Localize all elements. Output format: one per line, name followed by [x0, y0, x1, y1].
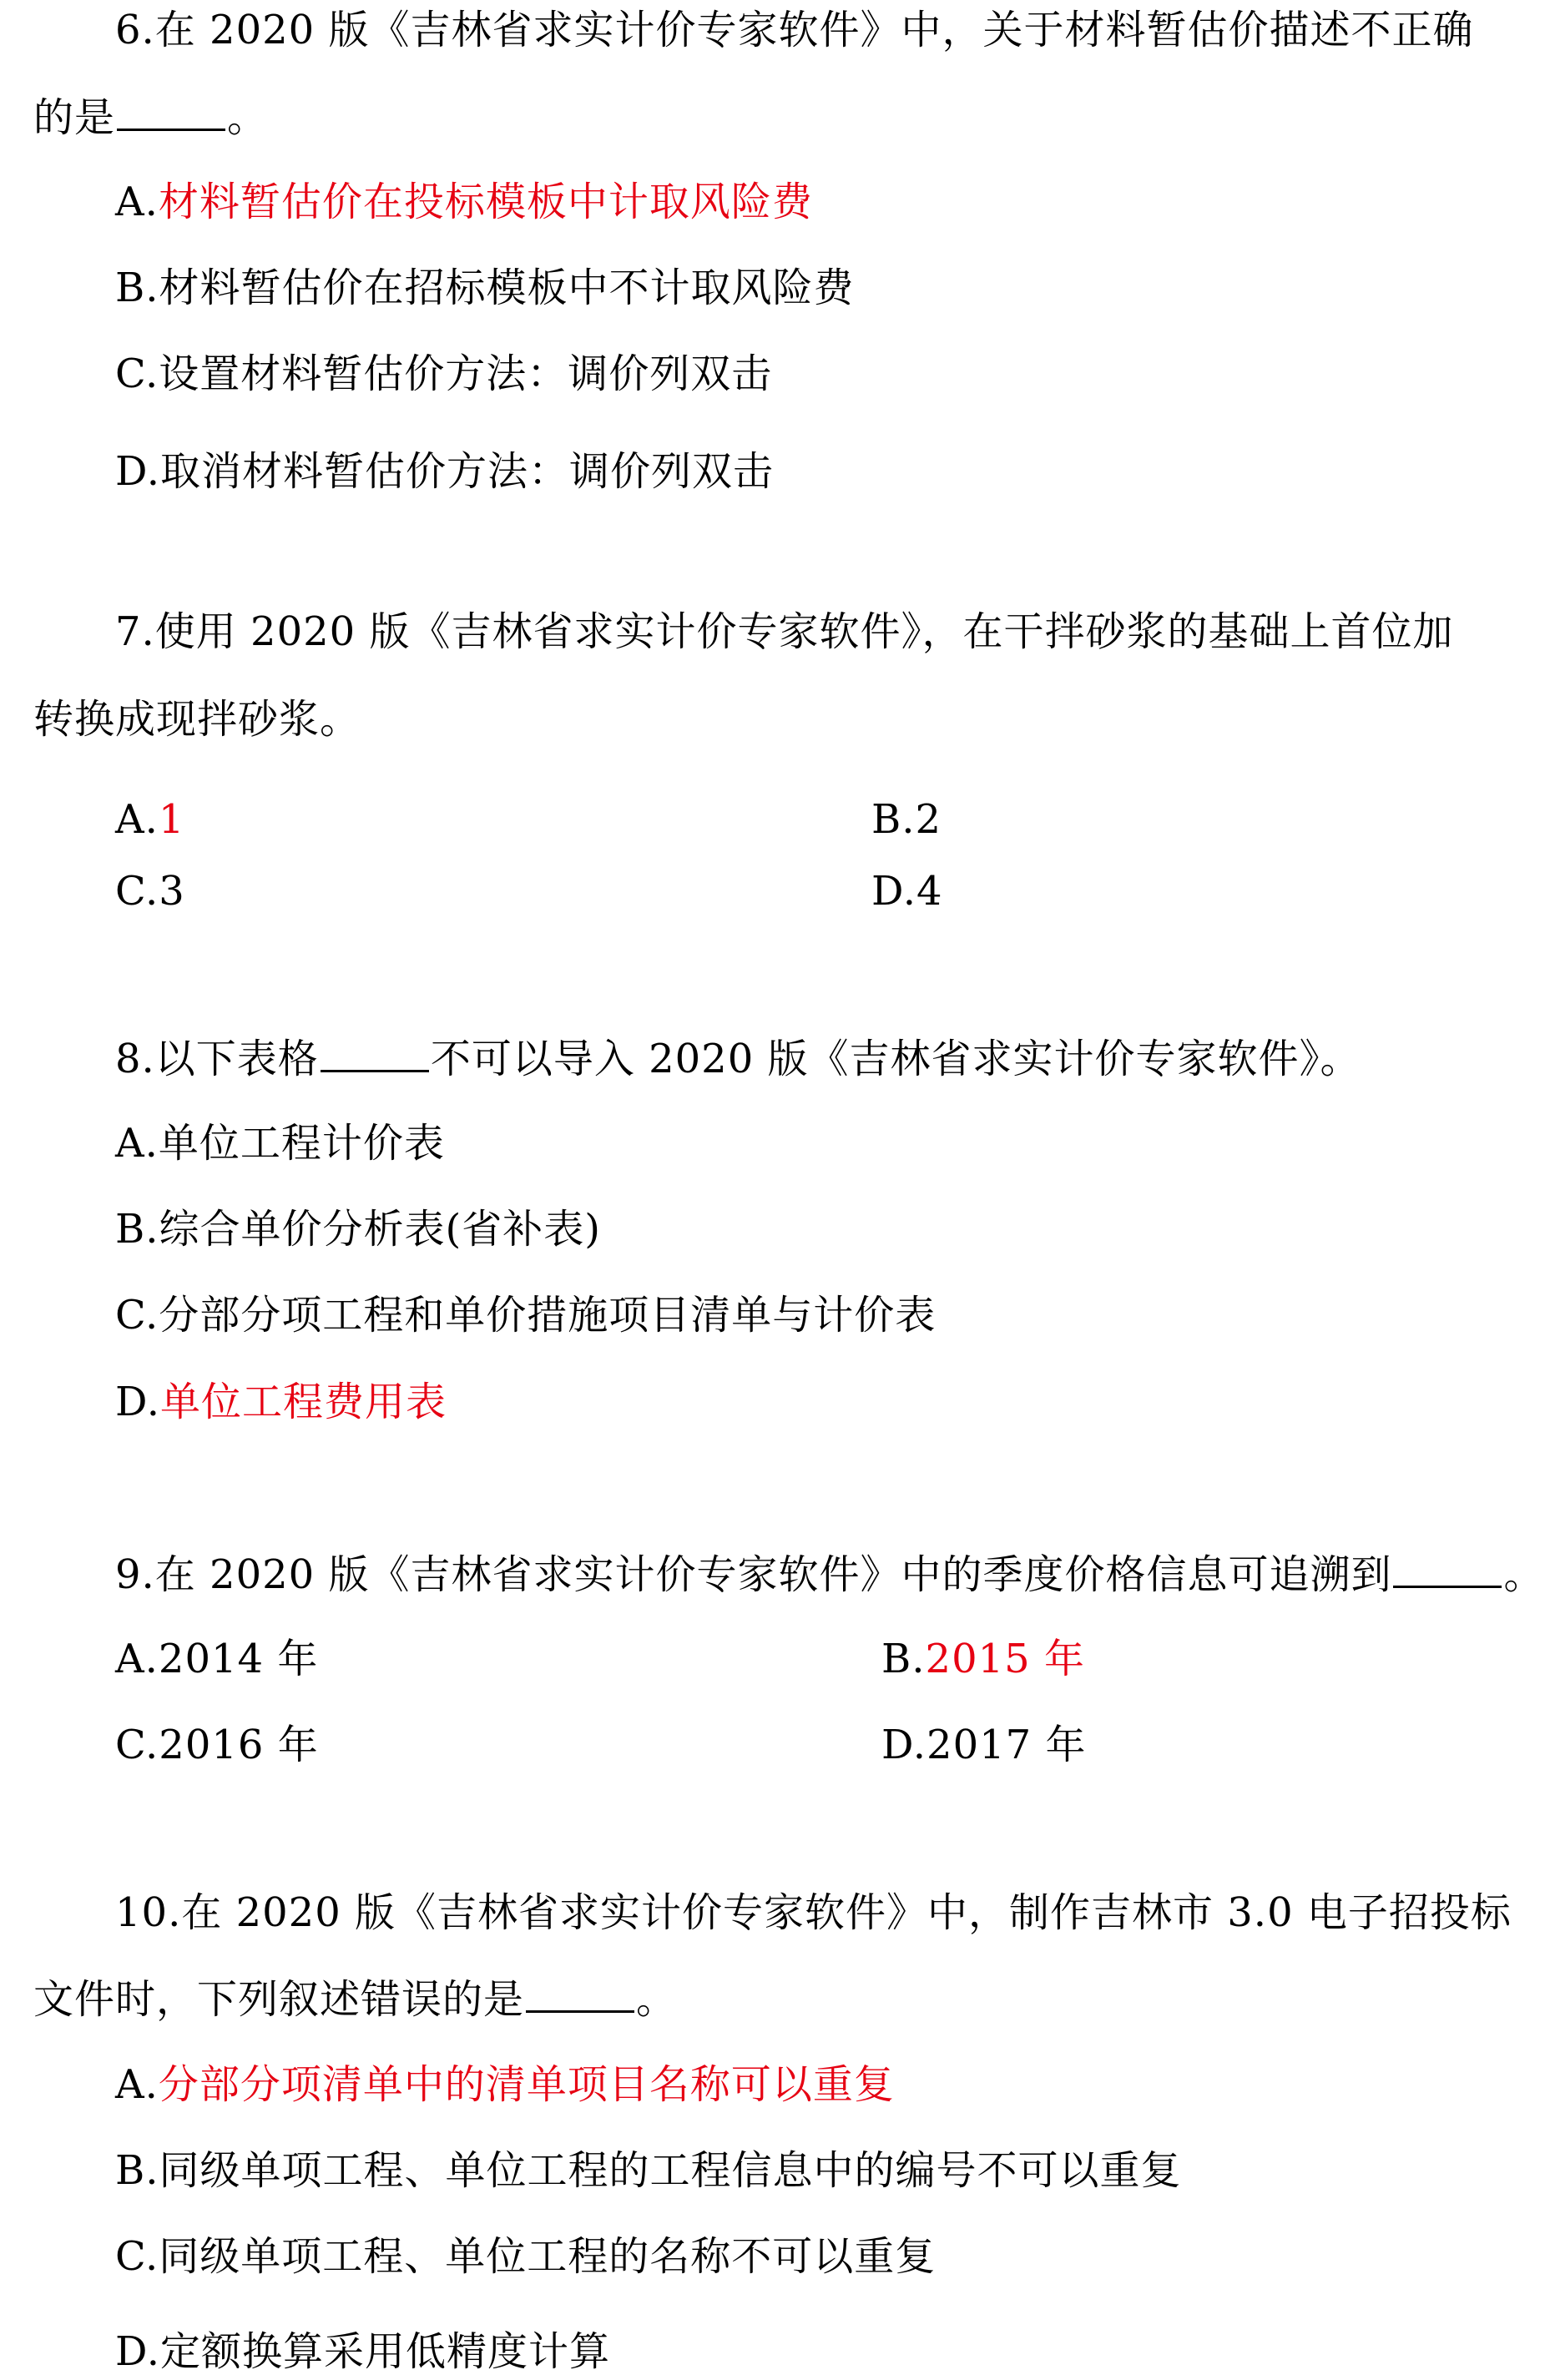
question-8-option-b [115, 1204, 601, 1254]
option-text: 分部分项工程和单价措施项目清单与计价表 [159, 1292, 937, 1339]
option-text: 综合单价分析表(省补表) [159, 1206, 601, 1253]
option-text: 2014 年 [158, 1636, 319, 1682]
question-6-line-2-suffix: 。 [227, 94, 269, 141]
question-10-option-a [115, 2060, 895, 2110]
option-text: 同级单项工程、单位工程的工程信息中的编号不可以重复 [159, 2147, 1182, 2194]
option-letter: A. [115, 179, 159, 225]
question-6-line-2 [33, 92, 268, 143]
answer-blank [321, 1033, 429, 1072]
option-text: 单位工程计价表 [158, 1120, 445, 1167]
question-7-option-b [871, 794, 942, 845]
question-6-option-d [115, 446, 774, 497]
option-letter: B. [881, 1636, 926, 1682]
question-10-option-b [115, 2146, 1182, 2196]
question-6-line-2-text: 的是 [33, 94, 116, 141]
question-6-option-b [115, 263, 855, 313]
question-10-line-2 [33, 1974, 677, 2025]
option-text: 定额换算采用低精度计算 [160, 2328, 611, 2375]
option-letter: A. [115, 1636, 159, 1682]
question-9-option-b [881, 1634, 1085, 1684]
option-letter: A. [115, 2061, 159, 2108]
question-8-option-d [115, 1377, 447, 1427]
option-text: 2 [915, 796, 942, 843]
answer-blank [1393, 1549, 1502, 1588]
option-text: 材料暂估价在招标模板中不计取风险费 [159, 265, 855, 311]
option-letter: D. [881, 1722, 927, 1768]
question-7-option-d [871, 866, 943, 916]
option-letter: B. [115, 2147, 159, 2194]
question-6-option-a [115, 177, 813, 227]
answer-blank [117, 92, 225, 131]
question-8-prefix: 8.以下表格 [115, 1036, 319, 1082]
question-10-line-1: 10.在 2020 版《吉林省求实计价专家软件》中，制作吉林市 3.0 电子招投标 [115, 1889, 1512, 1936]
option-letter: A. [115, 1120, 159, 1167]
question-8-option-a [115, 1118, 445, 1168]
option-text: 3 [159, 868, 185, 915]
option-letter: C. [115, 1722, 159, 1768]
option-letter: C. [115, 350, 159, 397]
question-7-option-a [115, 794, 184, 845]
option-letter: D. [115, 2328, 161, 2375]
option-text: 同级单项工程、单位工程的名称不可以重复 [159, 2233, 937, 2280]
question-6-line-1: 6.在 2020 版《吉林省求实计价专家软件》中，关于材料暂估价描述不正确 [115, 7, 1474, 53]
option-text-correct: 1 [158, 796, 185, 843]
option-text-correct: 单位工程费用表 [160, 1379, 447, 1425]
option-letter: A. [115, 796, 159, 843]
question-7-line-2: 转换成现拌砂浆。 [33, 696, 361, 743]
question-7-option-c [115, 866, 185, 916]
option-text: 取消材料暂估价方法：调价列双击 [160, 448, 775, 495]
question-10-option-d [115, 2327, 610, 2377]
question-10-line-2-suffix: 。 [636, 1976, 678, 2023]
question-10-option-c [115, 2231, 936, 2282]
option-letter: D. [871, 868, 917, 915]
option-letter: C. [115, 1292, 159, 1339]
answer-blank [526, 1974, 634, 2013]
question-6-option-c [115, 349, 772, 399]
option-letter: B. [115, 265, 159, 311]
question-7-line-1: 7.使用 2020 版《吉林省求实计价专家软件》，在干拌砂浆的基础上首位加 [115, 608, 1454, 655]
option-letter: B. [115, 1206, 159, 1253]
option-letter: C. [115, 2233, 159, 2280]
option-text: 2016 年 [159, 1722, 319, 1768]
option-text-correct: 2015 年 [925, 1636, 1085, 1682]
option-text: 2017 年 [926, 1722, 1087, 1768]
option-text: 4 [916, 868, 943, 915]
question-10-line-2-text: 文件时，下列叙述错误的是 [33, 1976, 525, 2023]
question-8-option-c [115, 1290, 936, 1340]
question-9-option-d [881, 1720, 1086, 1770]
option-letter: D. [115, 448, 161, 495]
question-9-option-a [115, 1634, 318, 1684]
question-9-prefix: 9.在 2020 版《吉林省求实计价专家软件》中的季度价格信息可追溯到 [115, 1551, 1392, 1598]
question-9-line-1 [115, 1549, 1545, 1600]
option-letter: C. [115, 868, 159, 915]
option-text: 设置材料暂估价方法：调价列双击 [159, 350, 773, 397]
option-text-correct: 分部分项清单中的清单项目名称可以重复 [158, 2061, 895, 2108]
option-letter: D. [115, 1379, 161, 1425]
question-8-line-1 [115, 1033, 1361, 1084]
question-8-suffix: 不可以导入 2020 版《吉林省求实计价专家软件》。 [430, 1036, 1361, 1082]
option-letter: B. [871, 796, 916, 843]
question-9-option-c [115, 1720, 319, 1770]
option-text-correct: 材料暂估价在投标模板中计取风险费 [158, 179, 813, 225]
question-9-suffix: 。 [1503, 1551, 1545, 1598]
